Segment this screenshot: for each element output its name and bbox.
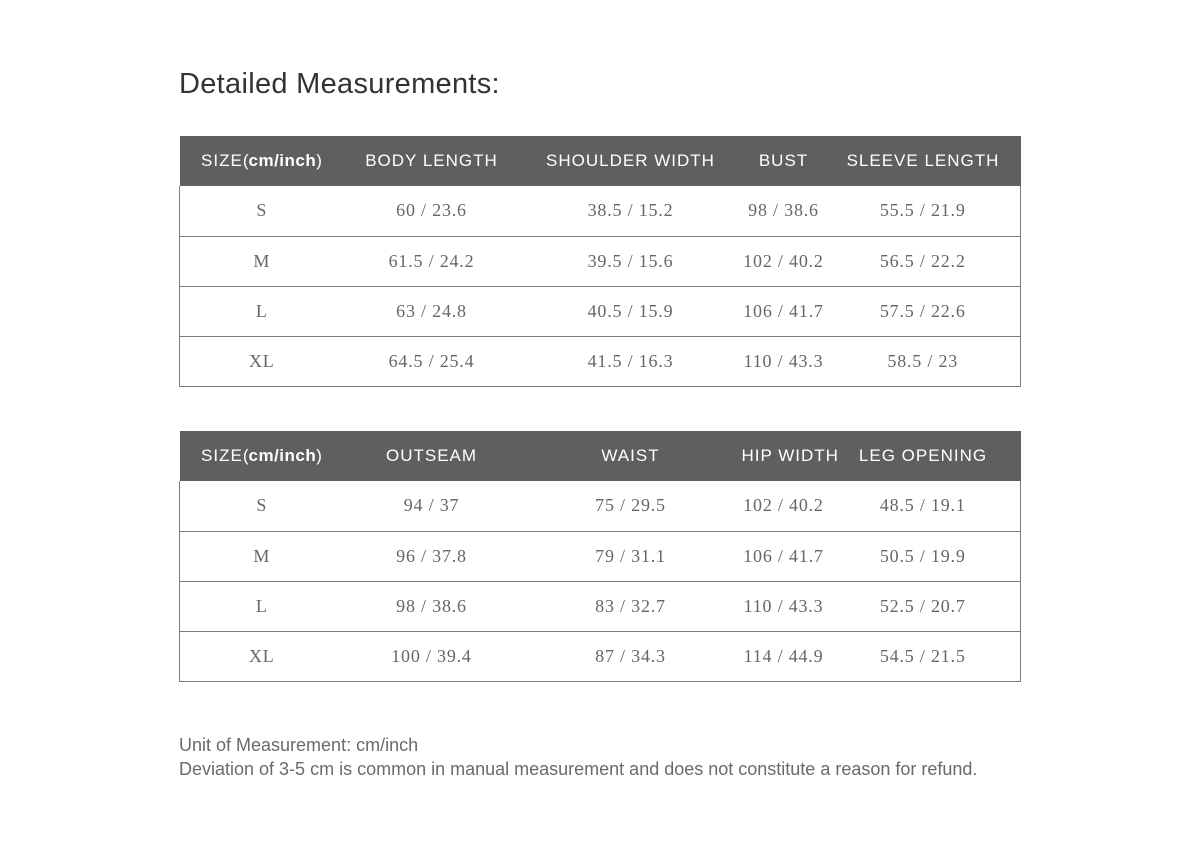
table-row <box>180 531 1021 581</box>
shoulder-width-cell: 38.5 / 15.2 <box>587 200 674 221</box>
table-header-row <box>180 431 1021 481</box>
sleeve-length-cell: 57.5 / 22.6 <box>826 286 1021 336</box>
hip-width-cell: 114 / 44.9 <box>742 631 826 681</box>
waist-cell: 83 / 32.7 <box>520 581 742 631</box>
size-cell: XL <box>180 631 344 681</box>
size-cell: S <box>180 481 344 531</box>
outseam-header: OUTSEAM <box>385 446 478 465</box>
bottom-measurements-table <box>179 431 1021 682</box>
table-row <box>180 581 1021 631</box>
outseam-cell: 94 / 37 <box>403 495 460 516</box>
close-paren: ) <box>316 151 322 170</box>
outseam-cell: 98 / 38.6 <box>344 581 520 631</box>
shoulder-width-cell: 41.5 / 16.3 <box>520 336 742 386</box>
waist-header: WAIST <box>601 446 660 465</box>
hip-width-cell: 106 / 41.7 <box>742 531 826 581</box>
body-length-cell: 64.5 / 25.4 <box>344 336 520 386</box>
table-row <box>180 186 1021 236</box>
size-cell: S <box>180 186 344 236</box>
shoulder-width-cell: 39.5 / 15.6 <box>520 236 742 286</box>
bust-cell: 110 / 43.3 <box>742 336 826 386</box>
table-row <box>180 236 1021 286</box>
page-title: Detailed Measurements: <box>179 68 500 100</box>
table-row <box>180 286 1021 336</box>
size-label: SIZE <box>201 446 243 465</box>
leg-opening-cell: 50.5 / 19.9 <box>826 531 1021 581</box>
table-row <box>180 481 1021 531</box>
unit-note: Unit of Measurement: cm/inch <box>179 735 419 755</box>
leg-opening-cell: 48.5 / 19.1 <box>826 481 1021 531</box>
shoulder-width-cell: 40.5 / 15.9 <box>520 286 742 336</box>
sleeve-length-cell: 56.5 / 22.2 <box>826 236 1021 286</box>
sleeve-length-cell: 58.5 / 23 <box>826 336 1021 386</box>
body-length-cell: 60 / 23.6 <box>396 200 467 221</box>
table-row <box>180 336 1021 386</box>
size-cell: M <box>180 531 344 581</box>
top-measurements-table <box>179 136 1021 387</box>
size-cell: L <box>180 581 344 631</box>
measurement-notes <box>179 733 977 781</box>
outseam-cell: 100 / 39.4 <box>344 631 520 681</box>
table-row <box>180 631 1021 681</box>
size-unit: cm/inch <box>248 446 317 465</box>
size-cell: L <box>180 286 344 336</box>
sleeve-length-header: SLEEVE LENGTH <box>846 151 1000 170</box>
bust-cell: 102 / 40.2 <box>742 236 826 286</box>
hip-width-header: HIP WIDTH <box>741 446 839 465</box>
size-column-header <box>180 431 344 481</box>
bust-header: BUST <box>758 151 809 170</box>
outseam-cell: 96 / 37.8 <box>344 531 520 581</box>
leg-opening-cell: 52.5 / 20.7 <box>826 581 1021 631</box>
waist-cell: 79 / 31.1 <box>520 531 742 581</box>
body-length-cell: 63 / 24.8 <box>344 286 520 336</box>
hip-width-cell: 110 / 43.3 <box>742 581 826 631</box>
deviation-note: Deviation of 3-5 cm is common in manual measurement and does not constitute a reason for refund. <box>179 759 978 779</box>
size-column-header <box>180 136 344 186</box>
size-cell: XL <box>180 336 344 386</box>
body-length-cell: 61.5 / 24.2 <box>344 236 520 286</box>
close-paren: ) <box>316 446 322 465</box>
waist-cell: 87 / 34.3 <box>520 631 742 681</box>
table-header-row <box>180 136 1021 186</box>
open-paren: ( <box>242 446 249 465</box>
bust-cell: 98 / 38.6 <box>748 200 819 221</box>
leg-opening-header: LEG OPENING <box>858 446 988 465</box>
shoulder-width-header: SHOULDER WIDTH <box>546 151 715 170</box>
sleeve-length-cell: 55.5 / 21.9 <box>826 186 1021 236</box>
leg-opening-cell: 54.5 / 21.5 <box>826 631 1021 681</box>
size-cell: M <box>180 236 344 286</box>
open-paren: ( <box>242 151 249 170</box>
size-unit: cm/inch <box>248 151 317 170</box>
waist-cell: 75 / 29.5 <box>595 495 666 516</box>
body-length-header: BODY LENGTH <box>365 151 498 170</box>
bust-cell: 106 / 41.7 <box>742 286 826 336</box>
size-label: SIZE <box>201 151 243 170</box>
hip-width-cell: 102 / 40.2 <box>743 495 824 516</box>
